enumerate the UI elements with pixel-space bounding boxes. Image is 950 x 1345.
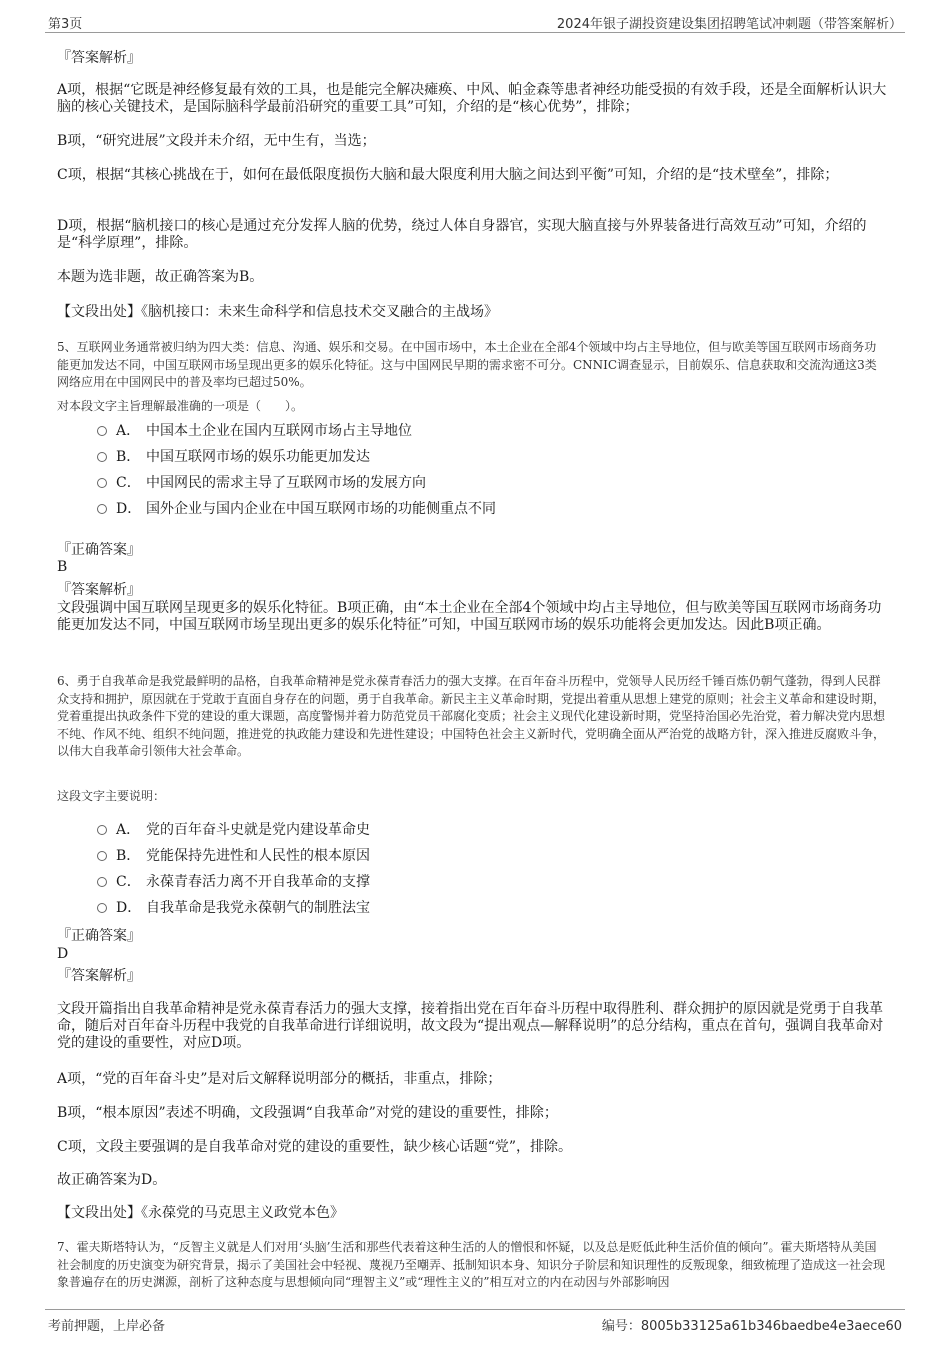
radio-button[interactable]: [97, 825, 107, 835]
correct-answer-value: D: [57, 946, 69, 962]
analysis-option-d: D项，根据“脑机接口的核心是通过充分发挥人脑的优势，绕过人体自身器官，实现大脑直接与外界装备进行高效互动”可知，介绍的是“科学原理”，排除。: [57, 218, 867, 251]
question-5-prompt: 对本段文字主旨理解最准确的一项是（ ）。: [57, 399, 304, 413]
option-letter: B．: [116, 449, 141, 465]
option-letter: D．: [116, 501, 142, 517]
analysis-option-c: C项，文段主要强调的是自我革命对党的建设的重要性，缺少核心话题“党”，排除。: [57, 1139, 573, 1155]
document-code: 编号：8005b33125a61b346baedbe4e3aece60: [601, 1319, 902, 1334]
page-footer: [45, 1309, 905, 1334]
answer-analysis-label: 『答案解析』: [57, 968, 141, 984]
source-citation: 【文段出处】《永葆党的马克思主义政党本色》: [57, 1205, 344, 1221]
page-number: 第3页: [48, 17, 83, 32]
analysis-conclusion: 故正确答案为D。: [57, 1172, 167, 1188]
radio-button[interactable]: [97, 851, 107, 861]
question-5-option-a[interactable]: [97, 422, 412, 440]
option-text: 党能保持先进性和人民性的根本原因: [146, 848, 370, 864]
option-letter: C．: [116, 874, 141, 890]
question-5-option-d[interactable]: [97, 500, 496, 518]
option-letter: D．: [116, 900, 142, 916]
correct-answer-label: 『正确答案』: [57, 928, 141, 944]
question-6-option-c[interactable]: [97, 873, 370, 891]
option-text: 中国网民的需求主导了互联网市场的发展方向: [146, 475, 426, 491]
option-letter: A．: [116, 423, 141, 439]
page-header: [45, 10, 905, 33]
option-text: 党的百年奋斗史就是党内建设革命史: [146, 822, 370, 838]
question-6-option-b[interactable]: [97, 847, 370, 865]
option-letter: B．: [116, 848, 141, 864]
answer-analysis-label: 『答案解析』: [57, 582, 141, 598]
radio-button[interactable]: [97, 478, 107, 488]
option-text: 国外企业与国内企业在中国互联网市场的功能侧重点不同: [146, 501, 496, 517]
analysis-option-b: B项，“根本原因”表述不明确，文段强调“自我革命”对党的建设的重要性，排除；: [57, 1105, 558, 1121]
option-text: 自我革命是我党永葆朝气的制胜法宝: [146, 900, 370, 916]
question-6-text: 6、勇于自我革命是我党最鲜明的品格，自我革命精神是党永葆青春活力的强大支撑。在百年奋斗历程中，党领导人民历经千锤百炼仍朝气蓬勃，得到人民群众支持和拥护，原因就在于党敢于直面自身存在的问题，勇于自我革命。新民主主义革命时期，党提出着重从思想上建党的原则；社会主义革命和建设时期，党着重提出执政条件下党的建设的重大课题，高度警惕并着力防范党员干部腐化变质；社会主义现代化建设新时期，党坚持治国必先治党，着力解决党内思想不纯、作风不纯、组织不纯问题，推进党的执政能力建设和先进性建设；中国特色社会主义新时代，党明确全面从严治党的战略方针，深入推进反腐败斗争，以伟大自我革命引领伟大社会革命。: [57, 674, 886, 758]
radio-button[interactable]: [97, 426, 107, 436]
question-6-option-a[interactable]: [97, 821, 370, 839]
radio-button[interactable]: [97, 452, 107, 462]
analysis-option-c: C项，根据“其核心挑战在于，如何在最低限度损伤大脑和最大限度利用大脑之间达到平衡”可知，介绍的是“技术壁垒”，排除；: [57, 167, 839, 183]
analysis-option-b: B项，“研究进展”文段并未介绍，无中生有，当选；: [57, 133, 376, 149]
radio-button[interactable]: [97, 504, 107, 514]
correct-answer-label: 『正确答案』: [57, 542, 141, 558]
document-title: 2024年银子湖投资建设集团招聘笔试冲刺题（带答案解析）: [556, 17, 902, 32]
analysis-conclusion: 本题为选非题，故正确答案为B。: [57, 269, 264, 285]
option-text: 中国本土企业在国内互联网市场占主导地位: [146, 423, 412, 439]
question-6-option-d[interactable]: [97, 899, 370, 917]
radio-button[interactable]: [97, 877, 107, 887]
question-5-analysis: 文段强调中国互联网呈现更多的娱乐化特征。B项正确，由“本土企业在全部4个领域中均占主导地位，但与欧美等国互联网市场商务功能更加发达不同，中国互联网市场呈现出更多的娱乐化特征”可知，中国互联网市场的娱乐功能将会更加发达。因此B项正确。: [57, 600, 882, 633]
question-5-option-b[interactable]: [97, 448, 370, 466]
question-5-option-c[interactable]: [97, 474, 426, 492]
source-citation: 【文段出处】《脑机接口：未来生命科学和信息技术交叉融合的主战场》: [57, 304, 498, 320]
question-6-prompt: 这段文字主要说明：: [57, 789, 166, 803]
question-6-analysis: 文段开篇指出自我革命精神是党永葆青春活力的强大支撑，接着指出党在百年奋斗历程中取得胜利、群众拥护的原因就是党勇于自我革命，随后对百年奋斗历程中我党的自我革命进行详细说明，故文段为“提出观点—解释说明”的总分结构，重点在首句，强调自我革命对党的建设的重要性，对应D项。: [57, 1001, 884, 1051]
analysis-option-a: A项，根据“它既是神经修复最有效的工具，也是能完全解决瘫痪、中风、帕金森等患者神经功能受损的有效手段，还是全面解析认识大脑的核心关键技术，是国际脑科学最前沿研究的重要工具”可知，介绍的是“核心优势”，排除；: [57, 82, 887, 115]
correct-answer-value: B: [57, 559, 68, 575]
question-7-text: 7、霍夫斯塔特认为，“反智主义就是人们对用‘头脑’生活和那些代表着这种生活的人的憎恨和怀疑，以及总是贬低此种生活价值的倾向”。霍夫斯塔特从美国社会制度的历史演变为研究背景，揭示了美国社会中轻视、蔑视乃至嘲弄、抵制知识本身、知识分子阶层和知识理性的反叛现象，细致梳理了造成这一社会现象普遍存在的历史渊源，剖析了这种态度与思想倾向同“理智主义”或“理性主义的”相互对立的内在动因与外部影响因: [57, 1240, 886, 1289]
option-letter: C．: [116, 475, 141, 491]
option-text: 永葆青春活力离不开自我革命的支撑: [146, 874, 370, 890]
footer-slogan: 考前押题，上岸必备: [48, 1319, 166, 1334]
option-letter: A．: [116, 822, 141, 838]
analysis-option-a: A项，“党的百年奋斗史”是对后文解释说明部分的概括，非重点，排除；: [57, 1071, 502, 1087]
question-5-text: 5、互联网业务通常被归纳为四大类：信息、沟通、娱乐和交易。在中国市场中，本土企业在全部4个领域中均占主导地位，但与欧美等国互联网市场商务功能更加发达不同，中国互联网市场呈现出更多的娱乐化特征。这与中国网民早期的需求密不可分。CNNIC调查显示，目前娱乐、信息获取和交流沟通这3类网络应用在中国网民中的普及率均已超过50%。: [57, 340, 877, 389]
option-text: 中国互联网市场的娱乐功能更加发达: [146, 449, 370, 465]
answer-analysis-label: 『答案解析』: [57, 50, 141, 66]
radio-button[interactable]: [97, 903, 107, 913]
